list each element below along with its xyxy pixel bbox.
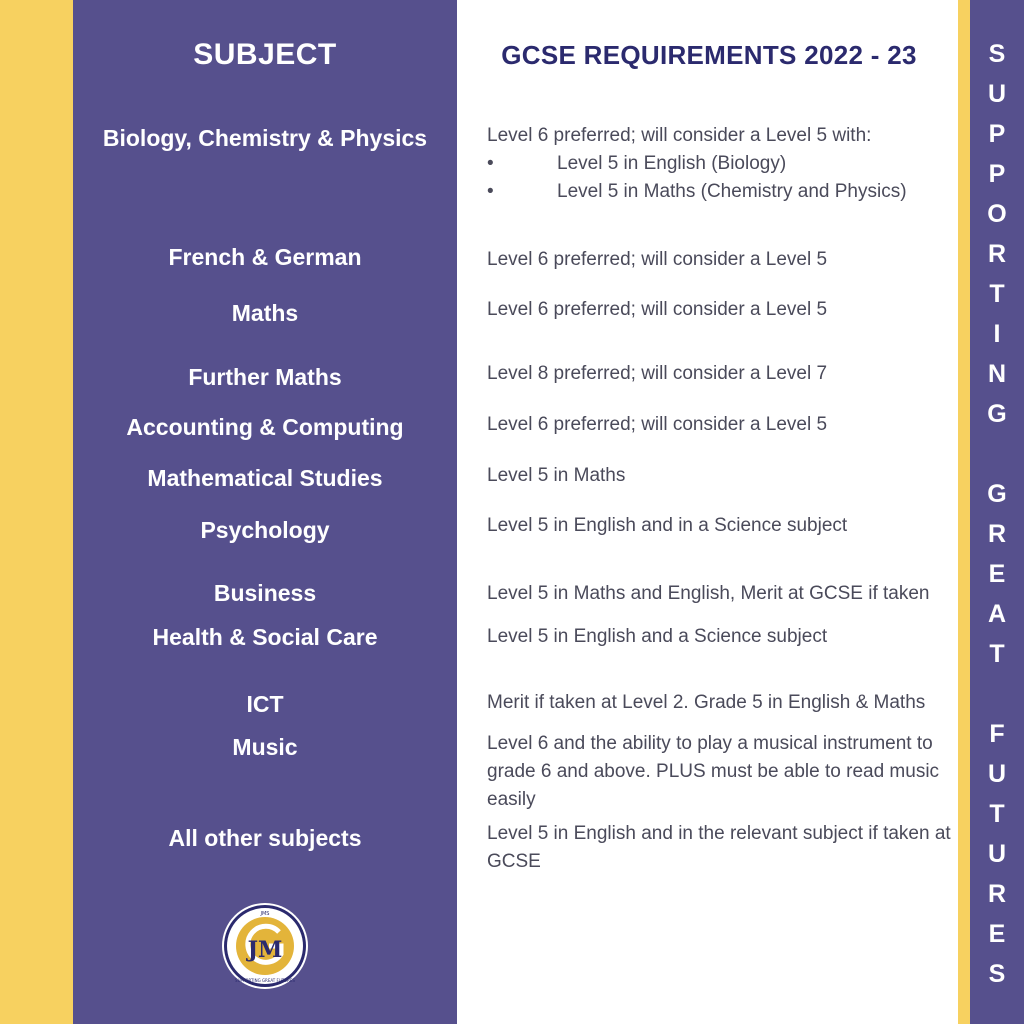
side-banner-letter: P <box>988 160 1006 188</box>
side-banner-letter: E <box>988 920 1006 948</box>
requirement-further-maths: Level 8 preferred; will consider a Level 7 <box>487 363 828 384</box>
subject-psychology: Psychology <box>200 517 330 543</box>
requirement-business: Level 5 in Maths and English, Merit at GCSE if taken <box>487 583 930 604</box>
side-banner-letter: U <box>987 840 1007 868</box>
side-banner-letter: R <box>987 880 1007 908</box>
subject-column-heading: SUBJECT <box>193 38 337 71</box>
side-banner-letter: U <box>987 760 1007 788</box>
side-banner-word-1 <box>987 34 1006 434</box>
subject-ict: ICT <box>246 691 284 717</box>
requirement-text: Level 6 preferred; will consider a Level 5 with: <box>487 125 872 146</box>
subject-biology-chemistry-physics: Biology, Chemistry & Physics <box>102 125 428 151</box>
side-banner-letter: F <box>989 720 1005 748</box>
side-banner-word-3 <box>988 714 1006 994</box>
requirement-health-social-care: Level 5 in English and a Science subject <box>487 626 828 647</box>
bullet-item <box>487 150 957 178</box>
school-logo <box>221 902 309 990</box>
side-banner-letter: U <box>987 80 1007 108</box>
bullet-text: Level 5 in English (Biology) <box>557 153 787 174</box>
logo-motto: SUPPORTING GREAT FUTURES <box>235 978 295 983</box>
side-banner-letter: E <box>988 560 1006 588</box>
side-banner-letter: G <box>987 480 1007 508</box>
side-banner-letter: T <box>989 280 1005 308</box>
requirements-column-heading: GCSE REQUIREMENTS 2022 - 23 <box>501 40 917 70</box>
side-banner-word-2 <box>987 474 1006 674</box>
requirement-all-other-subjects: Level 5 in English and in the relevant subject if taken at GCSE <box>487 823 951 872</box>
side-banner-letter: G <box>987 400 1007 428</box>
subject-music: Music <box>232 734 298 760</box>
subject-business: Business <box>213 580 317 606</box>
side-banner-letter: T <box>989 640 1005 668</box>
subject-further-maths: Further Maths <box>188 364 342 390</box>
side-banner-text <box>970 0 1024 1024</box>
side-banner-letter: P <box>988 120 1006 148</box>
subject-french-german: French & German <box>168 244 362 270</box>
side-banner-letter: N <box>987 360 1007 388</box>
requirement-mathematical-studies: Level 5 in Maths <box>487 465 626 486</box>
subject-column-background <box>73 0 457 1024</box>
bullet-marker: • <box>487 181 494 202</box>
subject-all-other-subjects: All other subjects <box>168 825 362 851</box>
bullet-text: Level 5 in Maths (Chemistry and Physics) <box>557 181 907 202</box>
requirement-music: Level 6 and the ability to play a musical instrument to grade 6 and above. PLUS must be able to read music easily <box>487 733 940 810</box>
side-banner-letter: T <box>989 800 1005 828</box>
side-banner-letter: R <box>987 520 1007 548</box>
requirement-psychology: Level 5 in English and in a Science subject <box>487 515 848 536</box>
requirement-biology-chemistry-physics <box>487 122 957 206</box>
bullet-item <box>487 178 957 206</box>
subject-accounting-computing: Accounting & Computing <box>126 414 404 440</box>
requirement-maths: Level 6 preferred; will consider a Level 5 <box>487 299 828 320</box>
side-banner-letter: S <box>988 960 1006 988</box>
requirement-french-german: Level 6 preferred; will consider a Level 5 <box>487 249 828 270</box>
subject-mathematical-studies: Mathematical Studies <box>147 465 383 491</box>
side-banner-letter: R <box>987 240 1007 268</box>
logo-monogram: JM <box>247 937 283 963</box>
bullet-marker: • <box>487 153 494 174</box>
side-banner-letter: I <box>993 320 1001 348</box>
requirement-ict: Merit if taken at Level 2. Grade 5 in English & Maths <box>487 692 926 713</box>
subject-maths: Maths <box>231 300 299 326</box>
logo-ring-text: JMS <box>260 911 270 917</box>
side-banner-letter: O <box>987 200 1007 228</box>
subject-health-social-care: Health & Social Care <box>152 624 378 650</box>
side-banner-letter: A <box>987 600 1007 628</box>
side-banner-letter: S <box>988 40 1006 68</box>
requirement-accounting-computing: Level 6 preferred; will consider a Level 5 <box>487 414 828 435</box>
